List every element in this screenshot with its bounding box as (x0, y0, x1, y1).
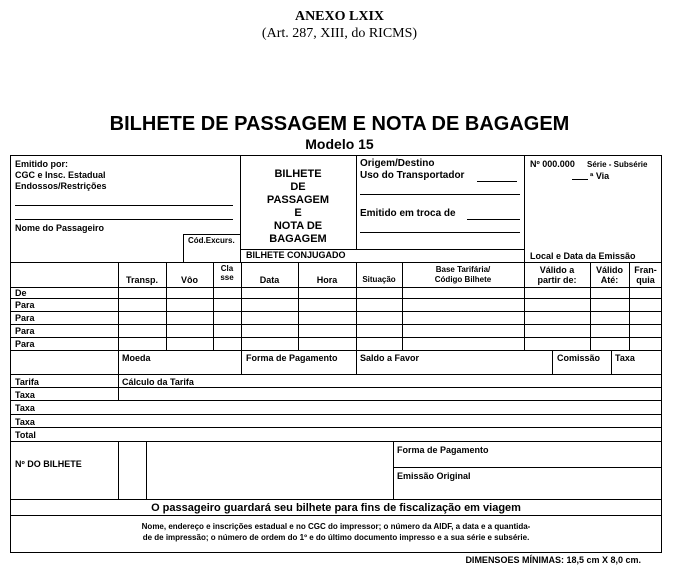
bilhete-conjugado-label: BILHETE CONJUGADO (246, 250, 346, 260)
saldo-favor-label: Saldo a Favor (360, 353, 420, 363)
emitido-troca-label: Emitido em troca de (360, 208, 456, 219)
annex-title: ANEXO LXIX (294, 9, 385, 24)
center-title-line: PASSAGEM (266, 194, 330, 206)
tarifa-row-label: Total (15, 430, 36, 440)
comissao-label: Comissão (557, 353, 601, 363)
emissao-original-label: Emissão Original (397, 471, 471, 481)
fiscalizacao-notice: O passageiro guardará seu bilhete para fins de fiscalização em viagem (151, 502, 521, 514)
col-valido-1: Válido a (539, 265, 575, 275)
col-valido-2: partir de: (537, 275, 577, 285)
emitido-por-label: Emitido por: (15, 159, 68, 169)
col-situacao: Situação (362, 275, 396, 284)
route-row-label: Para (15, 300, 35, 310)
taxa-label: Taxa (615, 353, 635, 363)
col-voo: Vôo (181, 275, 198, 285)
center-title-line: NOTA DE (273, 220, 323, 232)
tarifa-row-label: Tarifa (15, 377, 39, 387)
col-hora: Hora (316, 275, 338, 285)
cod-excurs-label: Cód.Excurs. (188, 236, 235, 245)
minimum-dimensions: DIMENSOES MÍNIMAS: 18,5 cm X 8,0 cm. (465, 555, 641, 565)
center-title-line: BILHETE (274, 168, 322, 180)
document-title: BILHETE DE PASSAGEM E NOTA DE BAGAGEM (109, 113, 570, 135)
tarifa-row-label: Taxa (15, 403, 35, 413)
col-base-1: Base Tarifária/ (435, 265, 491, 274)
route-row-label: De (15, 288, 27, 298)
col-transp: Transp. (125, 275, 158, 285)
annex-article: (Art. 287, XIII, do RICMS) (261, 26, 418, 41)
via-label: ª Via (590, 171, 610, 181)
numero-bilhete-label: Nº DO BILHETE (15, 459, 82, 469)
col-franquia-1: Fran- (634, 265, 657, 275)
origem-destino-label: Origem/Destino (360, 158, 435, 169)
route-row-label: Para (15, 313, 35, 323)
tarifa-row-label: Taxa (15, 390, 35, 400)
model-number: Modelo 15 (305, 136, 374, 152)
local-data-label: Local e Data da Emissão (530, 251, 636, 261)
bottom-forma-pagamento-label: Forma de Pagamento (397, 445, 489, 455)
route-row-label: Para (15, 326, 35, 336)
col-data: Data (259, 275, 280, 285)
col-classe-2: sse (220, 273, 234, 282)
ticket-number: Nº 000.000 (530, 159, 575, 169)
center-title (240, 168, 356, 246)
endossos-label: Endossos/Restrições (15, 181, 107, 191)
serie-label: Série - Subsérie (587, 160, 648, 169)
center-title-line: E (294, 207, 302, 219)
cgc-label: CGC e Insc. Estadual (15, 170, 106, 180)
calculo-tarifa-label: Cálculo da Tarifa (122, 377, 194, 387)
center-title-line: BAGAGEM (269, 233, 327, 245)
moeda-label: Moeda (122, 353, 151, 363)
col-franquia-2: quia (636, 275, 655, 285)
col-ate-2: Até: (600, 275, 619, 285)
printer-info-line-1: Nome, endereço e inscrições estadual e no CGC do impressor; o número da AIDF, a data e a quantida- (141, 522, 531, 531)
forma-pagamento-label: Forma de Pagamento (246, 353, 338, 363)
tarifa-row-label: Taxa (15, 417, 35, 427)
uso-transportador-label: Uso do Transportador (360, 170, 465, 181)
route-row-label: Para (15, 339, 35, 349)
col-classe-1: Cla (220, 264, 234, 273)
col-ate-1: Válido (595, 265, 623, 275)
col-base-2: Código Bilhete (434, 275, 492, 284)
printer-info-line-2: de de impressão; o número de ordem do 1º e do último documento impresso e a sua série e subsérie. (142, 533, 530, 542)
center-title-line: DE (290, 181, 306, 193)
nome-passageiro-label: Nome do Passageiro (15, 223, 105, 233)
